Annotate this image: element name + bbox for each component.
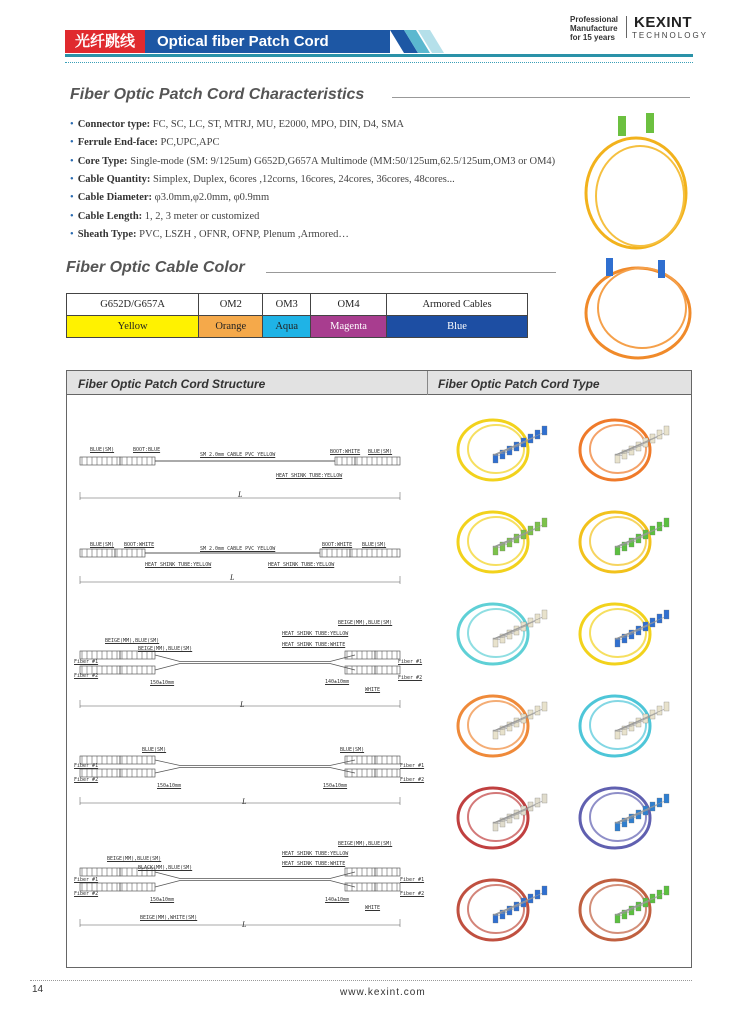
website-url: www.kexint.com: [340, 987, 426, 998]
length-label: L: [242, 920, 247, 929]
fiber-type-cell: G652D/G657A: [67, 294, 199, 316]
diagram-callout: 140±10mm: [325, 897, 350, 903]
patch-cord-type-photo: [448, 589, 563, 674]
diagram-callout: BEIGE(MM),BLUE(SM): [105, 638, 160, 644]
connector-outline: [345, 883, 375, 891]
cable: [155, 881, 355, 888]
length-label: L: [230, 573, 235, 582]
characteristics-heading: Fiber Optic Patch Cord Characteristics: [70, 86, 365, 103]
color-cell: Yellow: [67, 316, 199, 338]
color-cell: Magenta: [311, 316, 387, 338]
connector-outline: [120, 666, 155, 674]
diagram-callout: SM 2.0mm CABLE PVC YELLOW: [200, 546, 276, 552]
connector-outline: [345, 868, 375, 876]
page-number: 14: [32, 984, 44, 995]
color-cell: Blue: [387, 316, 528, 338]
patch-cord-type-photo: [448, 497, 563, 582]
diagram-callout: BOOT:WHITE: [322, 542, 353, 548]
diagram-callout: BLUE(SM): [368, 449, 393, 455]
connector-outline: [345, 756, 375, 764]
bullet-icon: •: [70, 228, 74, 240]
cable-color-heading: Fiber Optic Cable Color: [66, 259, 245, 276]
diagram-callout: WHITE: [365, 687, 381, 693]
connector-outline: [115, 549, 145, 557]
color-cell: Orange: [199, 316, 263, 338]
type-heading: Fiber Optic Patch Cord Type: [438, 377, 600, 391]
diagram-callout: Fiber #1: [400, 877, 425, 883]
connector-outline: [375, 868, 400, 876]
characteristic-label: Cable Diameter:: [77, 192, 153, 204]
patch-cord-type-photo: [570, 865, 685, 950]
diagram-callout: Fiber #2: [400, 891, 425, 897]
fiber-type-cell: OM2: [199, 294, 263, 316]
patch-cord-type-photo: [448, 405, 563, 490]
length-label: L: [242, 797, 247, 806]
diagram-callout: BEIGE(MM),BLUE(SM): [107, 856, 162, 862]
connector-outline: [120, 883, 155, 891]
brand-logo: KEXINT: [634, 14, 693, 31]
diagram-callout: BOOT:BLUE: [133, 447, 161, 453]
diagram-callout: BOOT:WHITE: [124, 542, 155, 548]
bullet-icon: •: [70, 173, 74, 185]
structure-heading: Fiber Optic Patch Cord Structure: [78, 377, 266, 391]
chinese-title: 光纤跳线: [65, 30, 145, 53]
brand-subtitle: TECHNOLOGY: [632, 31, 709, 40]
diagram-callout: BLUE(SM): [142, 747, 167, 753]
characteristic-value: 1, 2, 3 meter or customized: [142, 210, 260, 222]
diagram-callout: 150±10mm: [323, 783, 348, 789]
diagram-callout: HEAT SHINK TUBE:YELLOW: [282, 631, 349, 637]
connector-outline: [345, 666, 375, 674]
connector-outline: [375, 769, 400, 777]
length-label: L: [238, 490, 243, 499]
cable: [155, 760, 355, 766]
fiber-type-cell: OM4: [311, 294, 387, 316]
diagram-callout: HEAT SHINK TUBE:YELLOW: [145, 562, 212, 568]
characteristic-label: Cable Length:: [77, 210, 143, 222]
patch-cord-type-photo: [448, 773, 563, 858]
diagram-callout: 140±10mm: [325, 679, 350, 685]
patch-cord-type-photo: [570, 681, 685, 766]
connector-outline: [375, 756, 400, 764]
patch-cord-type-photo: [570, 589, 685, 674]
connector-outline: [80, 769, 120, 777]
connector-outline: [350, 549, 400, 557]
patch-cord-type-photo: [448, 865, 563, 950]
connector-outline: [120, 651, 155, 659]
connector-outline: [345, 769, 375, 777]
characteristic-value: φ3.0mm,φ2.0mm, φ0.9mm: [152, 192, 270, 204]
diagram-callout: BEIGE(MM),BLUE(SM): [338, 841, 393, 847]
bullet-icon: •: [70, 119, 74, 130]
page-banner-title: Optical fiber Patch Cord: [145, 30, 390, 53]
diagram-callout: HEAT SHINK TUBE:YELLOW: [282, 851, 349, 857]
connector-outline: [80, 457, 120, 465]
patch-cord-type-photo: [448, 681, 563, 766]
diagram-callout: BEIGE(MM),WHITE(SM): [140, 915, 198, 921]
characteristic-value: FC, SC, LC, ST, MTRJ, MU, E2000, MPO, DIN, D4, SMA: [150, 119, 404, 130]
diagram-callout: 150±10mm: [157, 783, 182, 789]
bullet-icon: •: [70, 155, 74, 167]
characteristic-value: PVC, LSZH , OFNR, OFNP, Plenum ,Armored…: [136, 228, 349, 240]
cable: [155, 768, 355, 774]
diagram-callout: BLACK(MM),BLUE(SM): [138, 865, 193, 871]
connector-outline: [375, 883, 400, 891]
connector-outline: [120, 457, 155, 465]
connector-outline: [80, 651, 120, 659]
diagram-callout: BOOT:WHITE: [330, 449, 361, 455]
cable: [155, 664, 355, 671]
characteristic-label: Connector type:: [77, 119, 151, 130]
connector-outline: [80, 868, 120, 876]
diagram-callout: Fiber #1: [74, 763, 99, 769]
diagram-callout: Fiber #1: [400, 763, 425, 769]
diagram-callout: Fiber #1: [398, 659, 423, 665]
cable: [155, 872, 355, 879]
characteristic-value: Single-mode (SM: 9/125um) G652D,G657A Multimode (MM:50/125um,62.5/125um,OM3 or OM4): [127, 155, 556, 167]
bullet-icon: •: [70, 192, 74, 204]
diagram-callout: Fiber #2: [74, 673, 99, 679]
diagram-callout: WHITE: [365, 905, 381, 911]
diagram-callout: HEAT SHINK TUBE:YELLOW: [268, 562, 335, 568]
patch-cord-type-photo: [570, 773, 685, 858]
connector-outline: [345, 651, 375, 659]
diagram-callout: BLUE(SM): [340, 747, 365, 753]
diagram-callout: 150±10mm: [150, 680, 175, 686]
diagram-callout: BLUE(SM): [362, 542, 387, 548]
characteristic-label: Core Type:: [77, 155, 128, 167]
characteristic-label: Cable Quantity:: [77, 173, 151, 185]
fiber-type-cell: Armored Cables: [387, 294, 528, 316]
connector-outline: [80, 883, 120, 891]
diagram-callout: HEAT SHINK TUBE:WHITE: [282, 642, 346, 648]
connector-outline: [375, 651, 400, 659]
footer-rule: [30, 980, 692, 981]
length-label: L: [240, 700, 245, 709]
patch-cord-type-photo: [570, 497, 685, 582]
diagram-callout: BEIGE(MM),BLUE(SM): [138, 646, 193, 652]
diagram-callout: HEAT SHINK TUBE:WHITE: [282, 861, 346, 867]
characteristic-value: Simplex, Duplex, 6cores ,12corns, 16cores, 24cores, 36cores, 48cores...: [150, 173, 455, 185]
connector-outline: [80, 549, 115, 557]
characteristic-label: Ferrule End-face:: [77, 137, 158, 149]
diagram-callout: HEAT SHINK TUBE:YELLOW: [276, 473, 343, 479]
bullet-icon: •: [70, 137, 74, 149]
diagram-callout: 150±10mm: [150, 897, 175, 903]
connector-outline: [320, 549, 350, 557]
diagram-callout: Fiber #2: [398, 675, 423, 681]
diagram-callout: Fiber #2: [74, 777, 99, 783]
characteristic-label: Sheath Type:: [77, 228, 137, 240]
fiber-type-cell: OM3: [263, 294, 311, 316]
diagram-callout: BLUE(SM): [90, 542, 115, 548]
diagram-callout: Fiber #1: [74, 659, 99, 665]
characteristic-value: PC,UPC,APC: [157, 137, 220, 149]
connector-outline: [375, 666, 400, 674]
connector-outline: [120, 756, 155, 764]
connector-outline: [120, 769, 155, 777]
diagram-callout: Fiber #2: [74, 891, 99, 897]
diagram-callout: Fiber #1: [74, 877, 99, 883]
diagram-callout: BEIGE(MM),BLUE(SM): [338, 620, 393, 626]
diagram-callout: SM 2.0mm CABLE PVC YELLOW: [200, 452, 276, 458]
logo-tagline: Professional Manufacture for 15 years: [570, 15, 619, 42]
diagram-callout: Fiber #2: [400, 777, 425, 783]
cable: [155, 655, 355, 662]
patch-cord-type-photo: [570, 405, 685, 490]
diagram-callout: BLUE(SM): [90, 447, 115, 453]
color-cell: Aqua: [263, 316, 311, 338]
bullet-icon: •: [70, 210, 74, 222]
